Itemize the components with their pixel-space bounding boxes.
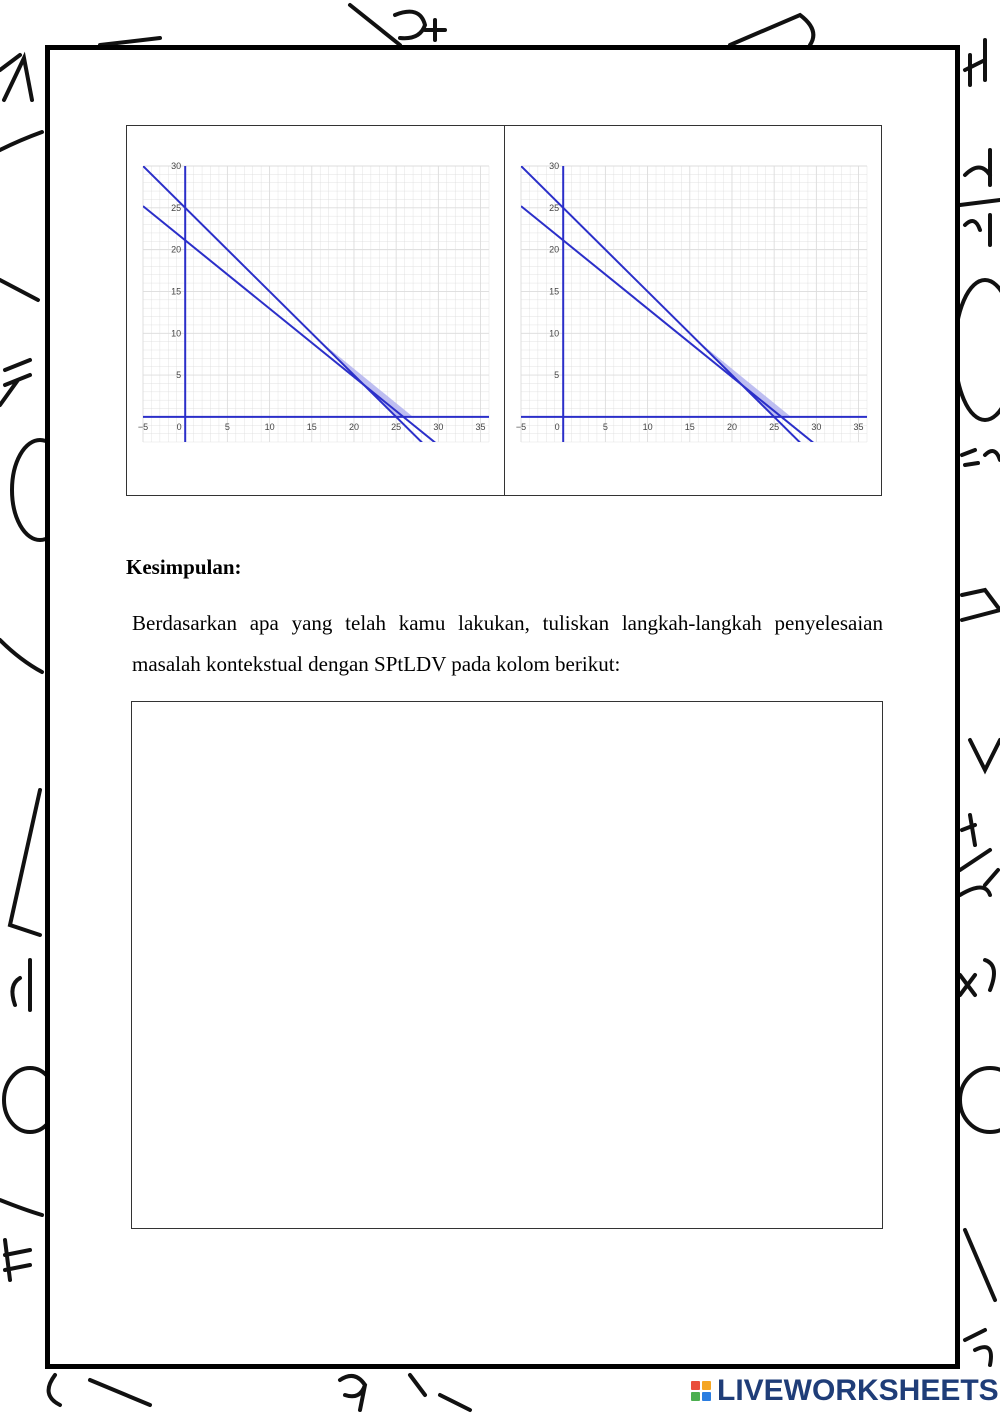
- y-tick-label: 5: [176, 370, 182, 381]
- worksheet-page: [45, 45, 960, 1369]
- x-tick-label: 25: [768, 421, 779, 432]
- y-tick-label: 15: [171, 286, 182, 297]
- x-tick-label: 5: [224, 421, 230, 432]
- series-line-1: [143, 166, 438, 459]
- y-tick-label: 20: [171, 244, 182, 255]
- x-tick-label: 20: [348, 421, 359, 432]
- x-tick-label: 5: [602, 421, 608, 432]
- instruction-text: Berdasarkan apa yang telah kamu lakukan, tuliskan langkah-langkah penyelesaian masalah kontekstual dengan SPtLDV pada kolom berikut:: [132, 611, 883, 676]
- graph-table: [126, 125, 882, 496]
- linear-inequality-graph-1: [127, 126, 505, 497]
- x-tick-label: 0: [176, 421, 182, 432]
- linear-inequality-graph-2: [505, 126, 883, 497]
- conclusion-heading: Kesimpulan:: [126, 555, 242, 579]
- x-tick-label: 35: [853, 421, 864, 432]
- y-tick-label: 30: [548, 161, 559, 171]
- liveworksheets-brand: [691, 1373, 999, 1409]
- logo-square-4: [702, 1392, 711, 1401]
- answer-box[interactable]: [131, 701, 883, 1229]
- feasible-region: [696, 340, 791, 417]
- x-tick-label: 15: [684, 421, 695, 432]
- x-tick-label: 0: [554, 421, 560, 432]
- graph-cell-right: [504, 126, 882, 495]
- y-tick-label: 5: [553, 370, 559, 381]
- x-tick-label: 20: [726, 421, 737, 432]
- x-tick-label: 15: [306, 421, 317, 432]
- y-tick-label: 10: [548, 328, 559, 339]
- x-tick-label: 30: [433, 421, 444, 432]
- y-tick-label: 10: [171, 328, 182, 339]
- x-tick-label: 30: [810, 421, 821, 432]
- x-tick-label: 35: [475, 421, 486, 432]
- y-tick-label: 15: [548, 286, 559, 297]
- feasible-region: [318, 340, 413, 417]
- x-tick-label: −5: [515, 421, 526, 432]
- logo-square-1: [691, 1381, 700, 1390]
- x-tick-label: −5: [137, 421, 149, 432]
- series-line-1: [521, 166, 816, 459]
- x-tick-label: 10: [264, 421, 275, 432]
- y-tick-label: 25: [548, 202, 559, 213]
- brand-name: LIVEWORKSHEETS: [717, 1374, 999, 1407]
- liveworksheets-logo-icon: [691, 1381, 711, 1401]
- logo-square-2: [702, 1381, 711, 1390]
- y-tick-label: 20: [548, 244, 559, 255]
- graph-cell-left: [127, 126, 504, 495]
- x-tick-label: 10: [642, 421, 653, 432]
- x-tick-label: 25: [391, 421, 402, 432]
- y-tick-label: 25: [171, 202, 182, 213]
- logo-square-3: [691, 1392, 700, 1401]
- y-tick-label: 30: [171, 161, 182, 171]
